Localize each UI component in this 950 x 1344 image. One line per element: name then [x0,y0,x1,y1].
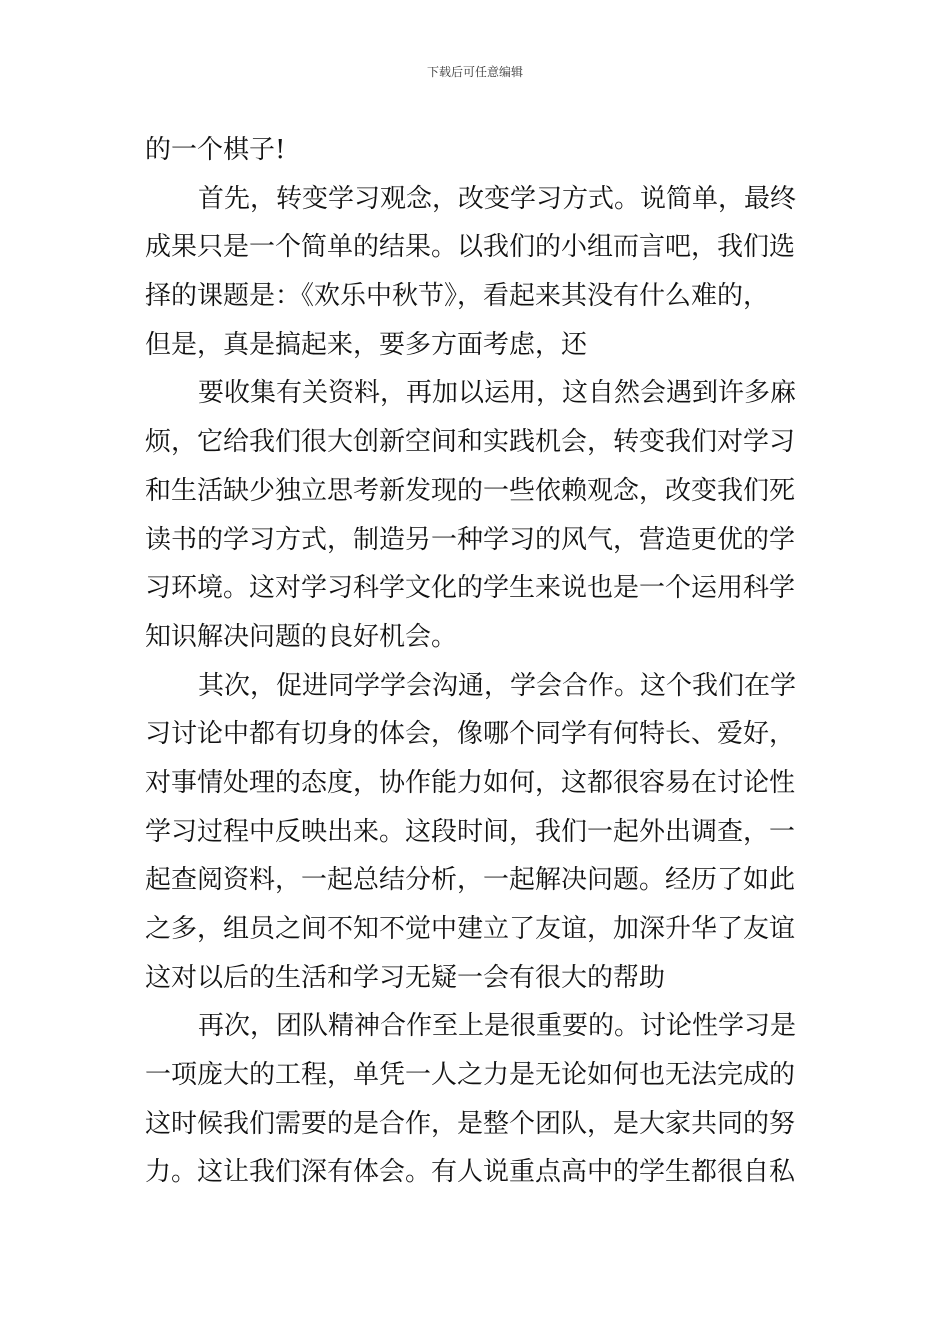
text-line: 成果只是一个简单的结果。以我们的小组而言吧，我们选 [145,232,796,263]
page-header: 下载后可任意编辑 [426,65,523,79]
text-line: 要收集有关资料，再加以运用，这自然会遇到许多麻 [198,378,797,409]
document-body [145,126,807,1197]
text-line: 对事情处理的态度，协作能力如何，这都很容易在讨论性 [145,767,796,798]
text-line: 习讨论中都有切身的体会，像哪个同学有何特长、爱好， [145,719,796,750]
text-line: 再次，团队精神合作至上是很重要的。讨论性学习是 [198,1011,797,1042]
text-line: 这对以后的生活和学习无疑一会有很大的帮助 [145,962,666,993]
text-line: 力。这让我们深有体会。有人说重点高中的学生都很自私 [145,1157,796,1188]
text-line: 但是，真是搞起来，要多方面考虑，还 [145,329,588,360]
text-line: 的一个棋子! [145,135,286,165]
text-line: 和生活缺少独立思考新发现的一些依赖观念，改变我们死 [145,475,796,506]
text-line: 知识解决问题的良好机会。 [145,621,458,652]
text-line: 读书的学习方式，制造另一种学习的风气，营造更优的学 [145,524,796,555]
text-line: 一项庞大的工程，单凭一人之力是无论如何也无法完成的 [145,1060,796,1091]
text-line: 起查阅资料，一起总结分析，一起解决问题。经历了如此 [145,865,796,896]
text-line: 习环境。这对学习科学文化的学生来说也是一个运用科学 [145,573,796,604]
text-line: 首先，转变学习观念，改变学习方式。说简单，最终 [198,183,797,214]
text-line: 择的课题是：《欢乐中秋节》，看起来其没有什么难的， [145,281,770,312]
text-line: 烦，它给我们很大创新空间和实践机会，转变我们对学习 [145,427,796,458]
text-line: 其次，促进同学学会沟通，学会合作。这个我们在学 [198,670,797,701]
text-line: 之多，组员之间不知不觉中建立了友谊，加深升华了友谊 [145,914,796,944]
text-line: 学习过程中反映出来。这段时间，我们一起外出调查，一 [145,816,796,847]
text-line: 这时候我们需要的是合作，是整个团队，是大家共同的努 [145,1108,796,1139]
